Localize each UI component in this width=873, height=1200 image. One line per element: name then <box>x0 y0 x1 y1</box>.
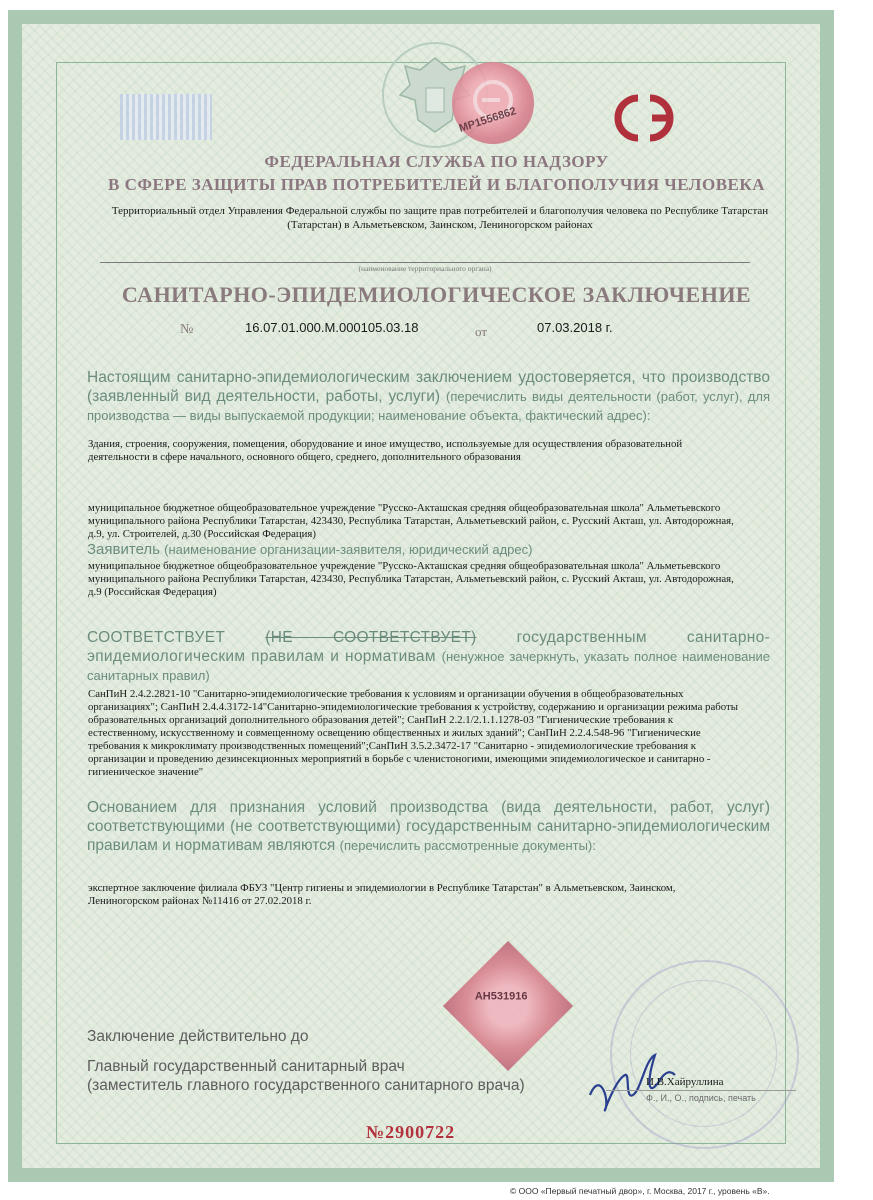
section-production-heading <box>87 368 770 425</box>
signatory-name: И.В.Хайруллина <box>646 1076 724 1088</box>
validity-label: Заключение действительно до <box>87 1028 309 1045</box>
hologram-strip <box>120 94 212 140</box>
document-date: 07.03.2018 г. <box>537 320 613 335</box>
section-heading-note: (ненужное зачеркнуть, указать полное наименование санитарных правил) <box>87 649 770 683</box>
territorial-body: Территориальный отдел Управления Федеральной службы по защите прав потребителей и благополучия человека по Республике Татарстан (Татарстан) в Альметьевском, Заинском, Лениногорском районах <box>111 205 769 231</box>
divider <box>100 262 750 263</box>
signature-caption: Ф., И., О., подпись, печать <box>606 1090 796 1103</box>
agency-name-line1: ФЕДЕРАЛЬНАЯ СЛУЖБА ПО НАДЗОРУ <box>264 152 609 171</box>
section-heading-note: (наименование организации-заявителя, юридический адрес) <box>164 542 533 557</box>
chief-doctor-title: Главный государственный санитарный врач <box>87 1058 405 1075</box>
number-sign: № <box>180 322 194 337</box>
section-heading-text: Настоящим санитарно-эпидемиологическим заключением удостоверяется, что производство (заявленный вид деятельности, работы, услуги) <box>87 369 770 405</box>
basis-documents: экспертное заключение филиала ФБУЗ "Центр гигиены и эпидемиологии в Республике Татарстан" в Альметьевском, Заинском, Лениногорском районах №11416 от 27.02.2018 г. <box>88 882 676 907</box>
activity-description: Здания, строения, сооружения, помещения, оборудование и иное имущество, используемые для осуществления образовательной деятельности в сфере начального, основного общего, среднего, дополнительного образования <box>88 438 683 463</box>
applicant-details: муниципальное бюджетное общеобразовательное учреждение "Русско-Акташская средняя общеобразовательная школа" Альметьевского муниципального района Республики Татарстан, 423430, Республика Татарстан, Альметьевский район, с. Русский Акташ, ул. Автодорожная, д.9 (Российская Федерация) <box>88 560 734 598</box>
deputy-chief-title: (заместитель главного государственного санитарного врача) <box>87 1077 525 1094</box>
hologram-number: МР1556862 <box>457 105 518 135</box>
section-heading-text: Основанием для признания условий производства (вида деятельности, работ, услуг) соответствующими (не соответствующими) государственным санитарно-эпидемиологическим правилам и нормативам являются <box>87 799 770 854</box>
section-heading-text: государственным санитарно-эпидемиологическим правилам и нормативам <box>87 629 771 665</box>
section-heading-text: Заявитель <box>87 541 160 558</box>
document-number: 16.07.01.000.М.000105.03.18 <box>245 320 419 335</box>
object-address: муниципальное бюджетное общеобразовательное учреждение "Русско-Акташская средняя общеобразовательная школа" Альметьевского муниципального района Республики Татарстан, 423430, Республика Татарстан, Альметьевский район, с. Русский Акташ, ул. Автодорожная, д.9, ул. Строителей, д.30 (Российская Федерация) <box>88 502 734 540</box>
section-basis-heading <box>87 798 770 855</box>
sanitary-rules-list: СанПиН 2.4.2.2821-10 "Санитарно-эпидемиологические требования к условиям и организации обучения в общеобразовательных организациях"; СанПиН 2.4.4.3172-14"Санитарно-эпидемиологические требования к устройству, содержанию и организации режима работы образовательных организаций дополнительного образования детей"; СанПиН 2.2.1/2.1.1.1278-03 "Гигиенические требования к естественному, искусственному и совмещенному освещению общественных и жилых зданий"; СанПиН 2.2.4.548-96 "Гигиенические требования к микроклимату производственных помещений";СанПиН 3.5.2.3472-17 "Санитарно - эпидемиологические требования к организации и проведению дезинсекционных мероприятий в борьбе с членистоногими, имеющими эпидемиологическое и санитарно - гигиеническое значение" <box>88 688 738 778</box>
seal-number: АН531916 <box>474 990 528 1003</box>
date-label: от <box>475 324 488 339</box>
section-heading-note: (перечислить виды деятельности (работ, услуг), для производства — виды выпускаемой продукции; наименование объекта, фактический адрес): <box>87 389 770 423</box>
printer-imprint: © ООО «Первый печатный двор», г. Москва, 2017 г., уровень «В». <box>510 1186 770 1196</box>
form-serial-number: №2900722 <box>366 1122 456 1142</box>
section-compliance-heading <box>87 628 770 685</box>
conformity-mark-icon <box>600 88 690 148</box>
complies-text: СООТВЕТСТВУЕТ <box>87 629 226 646</box>
section-heading-note: (перечислить рассмотренные документы): <box>339 838 596 853</box>
agency-name-line2: В СФЕРЕ ЗАЩИТЫ ПРАВ ПОТРЕБИТЕЛЕЙ И БЛАГОПОЛУЧИЯ ЧЕЛОВЕКА <box>108 175 765 194</box>
not-complies-struck: (НЕ СООТВЕТСТВУЕТ) <box>265 629 477 646</box>
territorial-caption: (наименование территориального органа) <box>358 264 492 273</box>
section-applicant-heading <box>87 541 687 559</box>
document-title: САНИТАРНО-ЭПИДЕМИОЛОГИЧЕСКОЕ ЗАКЛЮЧЕНИЕ <box>121 282 752 307</box>
hologram-sticker <box>452 62 534 144</box>
